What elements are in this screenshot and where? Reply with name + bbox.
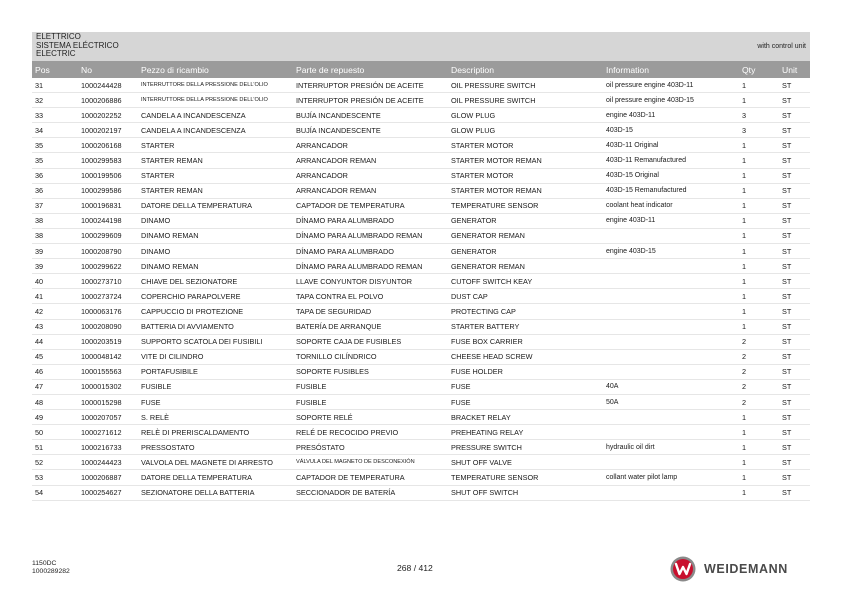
page-number: 268 / 412 [397,563,433,573]
cell-no: 1000208790 [78,244,138,259]
cell-qty: 1 [739,289,779,304]
cell-parte: SOPORTE FUSIBLES [293,364,448,379]
cell-no: 1000206168 [78,138,138,153]
parts-table [32,61,810,501]
cell-pos: 33 [32,108,78,123]
cell-qty: 1 [739,168,779,183]
cell-no: 1000216733 [78,440,138,455]
cell-no: 1000202197 [78,123,138,138]
cell-description: GLOW PLUG [448,123,603,138]
cell-description: GLOW PLUG [448,108,603,123]
column-header-unit: Unit [782,64,798,75]
cell-description: TEMPERATURE SENSOR [448,470,603,485]
table-row [32,123,810,138]
cell-parte: CAPTADOR DE TEMPERATURA [293,470,448,485]
cell-pos: 46 [32,364,78,379]
table-row [32,274,810,289]
table-row [32,349,810,364]
cell-no: 1000206886 [78,93,138,108]
cell-information: 40A [603,379,739,394]
cell-parte: TAPA DE SEGURIDAD [293,304,448,319]
cell-description: STARTER MOTOR REMAN [448,183,603,198]
cell-no: 1000199506 [78,168,138,183]
table-row [32,379,810,394]
cell-unit: ST [779,78,810,93]
cell-unit: ST [779,213,810,228]
cell-parte: DÍNAMO PARA ALUMBRADO REMAN [293,259,448,274]
cell-pezzo: FUSIBLE [138,379,293,394]
cell-unit: ST [779,334,810,349]
cell-unit: ST [779,183,810,198]
cell-pezzo: STARTER REMAN [138,183,293,198]
cell-description: DUST CAP [448,289,603,304]
cell-unit: ST [779,259,810,274]
cell-information: 403D-15 [603,123,739,138]
cell-pos: 35 [32,138,78,153]
cell-information: 403D-15 Original [603,168,739,183]
cell-pezzo: RELÈ DI PRERISCALDAMENTO [138,425,293,440]
cell-no: 1000299583 [78,153,138,168]
cell-information [603,334,739,349]
table-row [32,138,810,153]
cell-description: OIL PRESSURE SWITCH [448,78,603,93]
section-titles [36,33,119,59]
cell-qty: 1 [739,93,779,108]
cell-no: 1000299586 [78,183,138,198]
cell-description: CHEESE HEAD SCREW [448,349,603,364]
cell-unit: ST [779,138,810,153]
cell-pos: 31 [32,78,78,93]
cell-unit: ST [779,244,810,259]
cell-pezzo: COPERCHIO PARAPOLVERE [138,289,293,304]
cell-parte: ARRANCADOR [293,168,448,183]
cell-description: STARTER MOTOR [448,168,603,183]
cell-pos: 36 [32,168,78,183]
cell-qty: 2 [739,349,779,364]
cell-unit: ST [779,379,810,394]
cell-pos: 39 [32,244,78,259]
cell-information [603,364,739,379]
cell-qty: 1 [739,228,779,243]
cell-information [603,455,739,470]
table-row [32,259,810,274]
cell-description: BRACKET RELAY [448,410,603,425]
table-row [32,153,810,168]
cell-unit: ST [779,153,810,168]
cell-parte: ARRANCADOR [293,138,448,153]
cell-pezzo: DINAMO [138,244,293,259]
cell-pezzo: SUPPORTO SCATOLA DEI FUSIBILI [138,334,293,349]
cell-unit: ST [779,455,810,470]
cell-parte: LLAVE CONYUNTOR DISYUNTOR [293,274,448,289]
table-row [32,289,810,304]
cell-parte: CAPTADOR DE TEMPERATURA [293,198,448,213]
cell-unit: ST [779,440,810,455]
doc-number: 1000289282 [32,568,70,575]
cell-unit: ST [779,274,810,289]
cell-parte: BATERÍA DE ARRANQUE [293,319,448,334]
cell-no: 1000015302 [78,379,138,394]
cell-no: 1000202252 [78,108,138,123]
brand-name: WEIDEMANN [704,562,788,576]
cell-parte: SOPORTE RELÉ [293,410,448,425]
cell-description: STARTER MOTOR [448,138,603,153]
cell-information [603,319,739,334]
cell-no: 1000015298 [78,394,138,409]
cell-unit: ST [779,425,810,440]
cell-no: 1000207057 [78,410,138,425]
cell-description: FUSE [448,394,603,409]
cell-information: 403D-11 Original [603,138,739,153]
cell-qty: 1 [739,470,779,485]
cell-description: GENERATOR [448,213,603,228]
cell-parte: SECCIONADOR DE BATERÍA [293,485,448,500]
cell-description: TEMPERATURE SENSOR [448,198,603,213]
cell-pos: 50 [32,425,78,440]
cell-description: FUSE [448,379,603,394]
cell-description: FUSE BOX CARRIER [448,334,603,349]
cell-parte: BUJÍA INCANDESCENTE [293,108,448,123]
cell-information: coolant heat indicator [603,198,739,213]
cell-pezzo: FUSE [138,394,293,409]
cell-pos: 43 [32,319,78,334]
cell-pos: 48 [32,394,78,409]
cell-no: 1000273724 [78,289,138,304]
table-header-row [32,61,810,78]
table-row [32,108,810,123]
cell-description: FUSE HOLDER [448,364,603,379]
cell-description: PRESSURE SWITCH [448,440,603,455]
cell-qty: 1 [739,183,779,198]
cell-pezzo: CHIAVE DEL SEZIONATORE [138,274,293,289]
table-body [32,78,810,500]
table-row [32,394,810,409]
cell-pos: 35 [32,153,78,168]
cell-information [603,289,739,304]
cell-unit: ST [779,470,810,485]
cell-description: GENERATOR REMAN [448,259,603,274]
cell-unit: ST [779,198,810,213]
cell-unit: ST [779,168,810,183]
section-header [32,32,810,61]
cell-qty: 1 [739,213,779,228]
cell-pos: 45 [32,349,78,364]
cell-information: engine 403D-11 [603,213,739,228]
cell-pezzo: INTERRUTTORE DELLA PRESSIONE DELL'OLIO [138,78,293,93]
cell-information: 403D-11 Remanufactured [603,153,739,168]
cell-qty: 3 [739,123,779,138]
cell-unit: ST [779,228,810,243]
column-header-qty: Qty [742,64,756,75]
cell-information: oil pressure engine 403D-15 [603,93,739,108]
cell-unit: ST [779,123,810,138]
cell-description: CUTOFF SWITCH KEAY [448,274,603,289]
cell-information: collant water pilot lamp [603,470,739,485]
table-row [32,198,810,213]
cell-parte: FUSIBLE [293,379,448,394]
cell-pezzo: INTERRUTTORE DELLA PRESSIONE DELL'OLIO [138,93,293,108]
cell-description: OIL PRESSURE SWITCH [448,93,603,108]
cell-parte: SOPORTE CAJA DE FUSIBLES [293,334,448,349]
cell-information: oil pressure engine 403D-11 [603,78,739,93]
cell-information [603,228,739,243]
cell-pezzo: CANDELA A INCANDESCENZA [138,123,293,138]
title-english: ELECTRIC [36,49,76,59]
cell-pezzo: DINAMO [138,213,293,228]
cell-unit: ST [779,410,810,425]
cell-pos: 52 [32,455,78,470]
cell-pos: 37 [32,198,78,213]
column-header-information: Information [606,64,649,75]
cell-no: 1000208090 [78,319,138,334]
cell-pos: 34 [32,123,78,138]
cell-qty: 1 [739,440,779,455]
cell-information: hydraulic oil dirt [603,440,739,455]
table-row [32,168,810,183]
weidemann-logo-icon [670,556,696,582]
cell-pos: 36 [32,183,78,198]
cell-description: GENERATOR REMAN [448,228,603,243]
cell-information [603,410,739,425]
cell-description: STARTER BATTERY [448,319,603,334]
cell-pos: 38 [32,213,78,228]
cell-no: 1000254627 [78,485,138,500]
cell-parte: INTERRUPTOR PRESIÓN DE ACEITE [293,78,448,93]
cell-parte: TAPA CONTRA EL POLVO [293,289,448,304]
parts-sheet [32,32,810,501]
title-italian: ELETTRICO [36,32,81,41]
cell-parte: ARRANCADOR REMAN [293,153,448,168]
cell-information: 403D-15 Remanufactured [603,183,739,198]
cell-unit: ST [779,93,810,108]
cell-parte: DÍNAMO PARA ALUMBRADO [293,213,448,228]
cell-pezzo: DINAMO REMAN [138,228,293,243]
cell-no: 1000244428 [78,78,138,93]
cell-qty: 1 [739,78,779,93]
cell-qty: 2 [739,334,779,349]
brand-logo [670,556,788,582]
cell-unit: ST [779,485,810,500]
cell-parte: ARRANCADOR REMAN [293,183,448,198]
cell-parte: VÁLVULA DEL MAGNETO DE DESCONEXIÓN [293,455,448,470]
table-row [32,470,810,485]
cell-no: 1000273710 [78,274,138,289]
cell-pezzo: DINAMO REMAN [138,259,293,274]
table-row [32,410,810,425]
cell-qty: 1 [739,425,779,440]
cell-pezzo: SEZIONATORE DELLA BATTERIA [138,485,293,500]
cell-pos: 51 [32,440,78,455]
cell-pezzo: PRESSOSTATO [138,440,293,455]
table-row [32,78,810,93]
cell-pos: 32 [32,93,78,108]
cell-pos: 41 [32,289,78,304]
cell-pezzo: CANDELA A INCANDESCENZA [138,108,293,123]
cell-information: 50A [603,394,739,409]
cell-pezzo: S. RELÈ [138,410,293,425]
cell-pos: 49 [32,410,78,425]
cell-pezzo: STARTER [138,168,293,183]
cell-no: 1000299609 [78,228,138,243]
cell-pezzo: BATTERIA DI AVVIAMENTO [138,319,293,334]
cell-pos: 38 [32,228,78,243]
cell-pezzo: VALVOLA DEL MAGNETE DI ARRESTO [138,455,293,470]
cell-description: PROTECTING CAP [448,304,603,319]
table-row [32,183,810,198]
cell-qty: 1 [739,274,779,289]
cell-unit: ST [779,319,810,334]
cell-no: 1000244198 [78,213,138,228]
column-header-description: Description [451,64,494,75]
cell-description: STARTER MOTOR REMAN [448,153,603,168]
cell-pezzo: DATORE DELLA TEMPERATURA [138,470,293,485]
cell-information [603,349,739,364]
cell-description: SHUT OFF VALVE [448,455,603,470]
table-row [32,364,810,379]
table-row [32,485,810,500]
cell-information [603,259,739,274]
title-spanish: SISTEMA ELÉCTRICO [36,40,119,50]
column-header-pezzo: Pezzo di ricambio [141,64,209,75]
cell-pos: 42 [32,304,78,319]
cell-unit: ST [779,364,810,379]
cell-parte: PRESÓSTATO [293,440,448,455]
cell-no: 1000063176 [78,304,138,319]
cell-qty: 1 [739,138,779,153]
column-header-no: No [81,64,92,75]
table-row [32,319,810,334]
cell-information [603,425,739,440]
cell-description: GENERATOR [448,244,603,259]
cell-pos: 40 [32,274,78,289]
cell-pos: 44 [32,334,78,349]
cell-no: 1000299622 [78,259,138,274]
cell-qty: 1 [739,259,779,274]
cell-pezzo: STARTER REMAN [138,153,293,168]
cell-information [603,485,739,500]
column-header-parte: Parte de repuesto [296,64,365,75]
table-row [32,334,810,349]
cell-information: engine 403D-11 [603,108,739,123]
cell-qty: 1 [739,485,779,500]
table-row [32,244,810,259]
cell-unit: ST [779,349,810,364]
table-row [32,93,810,108]
cell-qty: 1 [739,153,779,168]
cell-no: 1000203519 [78,334,138,349]
cell-qty: 1 [739,455,779,470]
cell-parte: RELÉ DE RECOCIDO PREVIO [293,425,448,440]
cell-qty: 3 [739,108,779,123]
cell-unit: ST [779,304,810,319]
table-row [32,213,810,228]
cell-no: 1000244423 [78,455,138,470]
cell-no: 1000271612 [78,425,138,440]
cell-no: 1000196831 [78,198,138,213]
column-header-pos: Pos [35,64,50,75]
cell-information [603,304,739,319]
cell-description: SHUT OFF SWITCH [448,485,603,500]
cell-parte: INTERRUPTOR PRESIÓN DE ACEITE [293,93,448,108]
cell-no: 1000155563 [78,364,138,379]
cell-pezzo: VITE DI CILINDRO [138,349,293,364]
cell-no: 1000206887 [78,470,138,485]
cell-unit: ST [779,289,810,304]
table-row [32,425,810,440]
cell-pezzo: PORTAFUSIBILE [138,364,293,379]
cell-pezzo: STARTER [138,138,293,153]
cell-qty: 2 [739,364,779,379]
cell-pos: 39 [32,259,78,274]
document-codes [32,560,70,576]
table-row [32,440,810,455]
table-row [32,304,810,319]
cell-pos: 54 [32,485,78,500]
cell-no: 1000048142 [78,349,138,364]
cell-parte: FUSIBLE [293,394,448,409]
cell-parte: BUJÍA INCANDESCENTE [293,123,448,138]
cell-information [603,274,739,289]
variant-note: with control unit [757,43,806,50]
cell-qty: 1 [739,244,779,259]
table-row [32,228,810,243]
cell-parte: DÍNAMO PARA ALUMBRADO REMAN [293,228,448,243]
cell-qty: 1 [739,410,779,425]
cell-qty: 1 [739,319,779,334]
cell-pos: 53 [32,470,78,485]
cell-unit: ST [779,394,810,409]
cell-pezzo: DATORE DELLA TEMPERATURA [138,198,293,213]
cell-parte: TORNILLO CILÍNDRICO [293,349,448,364]
cell-qty: 2 [739,379,779,394]
cell-qty: 2 [739,394,779,409]
doc-code: 1150DC [32,560,57,567]
cell-description: PREHEATING RELAY [448,425,603,440]
table-row [32,455,810,470]
cell-qty: 1 [739,198,779,213]
cell-pos: 47 [32,379,78,394]
cell-pezzo: CAPPUCCIO DI PROTEZIONE [138,304,293,319]
cell-qty: 1 [739,304,779,319]
cell-information: engine 403D-15 [603,244,739,259]
cell-unit: ST [779,108,810,123]
cell-parte: DÍNAMO PARA ALUMBRADO [293,244,448,259]
